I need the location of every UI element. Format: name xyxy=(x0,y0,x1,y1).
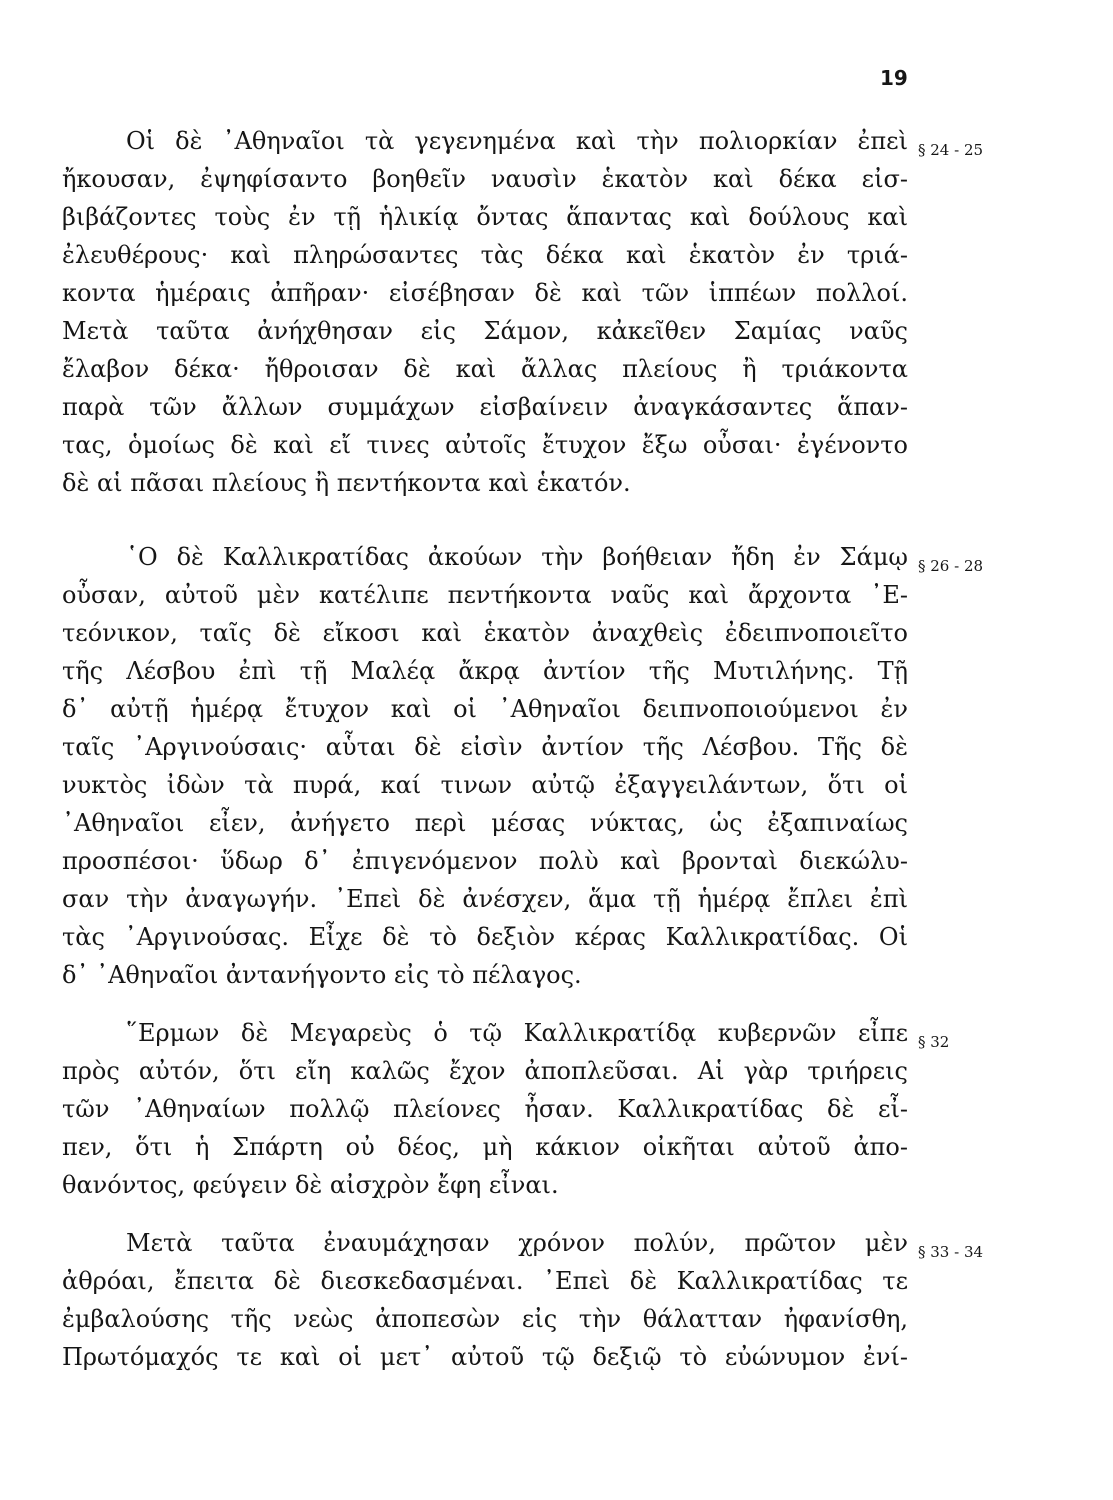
text-line: Οἱ δὲ ᾿Αθηναῖοι τὰ γεγενημένα καὶ τὴν πολιορκίαν ἐπεὶ xyxy=(126,127,908,155)
text-line: παρὰ τῶν ἄλλων συμμάχων εἰσβαίνειν ἀναγκάσαντες ἅπαν- xyxy=(62,393,908,421)
text-line: ἐμβαλούσης τῆς νεὼς ἀποπεσὼν εἰς τὴν θάλατταν ἠφανίσθη, xyxy=(62,1305,908,1333)
text-line: νυκτὸς ἰδὼν τὰ πυρά, καί τινων αὐτῷ ἐξαγγειλάντων, ὅτι οἱ xyxy=(62,771,908,799)
text-line: κοντα ἡμέραις ἀπῆραν· εἰσέβησαν δὲ καὶ τῶν ἱππέων πολλοί. xyxy=(62,279,908,307)
text-line: τεόνικον, ταῖς δὲ εἴκοσι καὶ ἑκατὸν ἀναχθεὶς ἐδειπνοποιεῖτο xyxy=(62,619,908,647)
text-line: Πρωτόμαχός τε καὶ οἱ μετ᾿ αὐτοῦ τῷ δεξιῷ τὸ εὐώνυμον ἐνί- xyxy=(62,1343,908,1371)
text-line: πρὸς αὐτόν, ὅτι εἴη καλῶς ἔχον ἀποπλεῦσαι. Αἱ γὰρ τριήρεις xyxy=(62,1057,908,1085)
section-reference: § 24 - 25 xyxy=(918,141,984,159)
text-line: δὲ αἱ πᾶσαι πλείους ἢ πεντήκοντα καὶ ἑκατόν. xyxy=(62,469,631,497)
text-line: τῶν ᾿Αθηναίων πολλῷ πλείονες ἦσαν. Καλλικρατίδας δὲ εἶ- xyxy=(62,1095,908,1123)
text-line: ᾿Αθηναῖοι εἶεν, ἀνήγετο περὶ μέσας νύκτας, ὡς ἐξαπιναίως xyxy=(62,809,908,837)
text-line: βιβάζοντες τοὺς ἐν τῇ ἡλικίᾳ ὄντας ἅπαντας καὶ δούλους καὶ xyxy=(62,203,908,231)
text-line: ῾Ο δὲ Καλλικρατίδας ἀκούων τὴν βοήθειαν ἤδη ἐν Σάμῳ xyxy=(126,543,908,571)
text-line: ταῖς ᾿Αργινούσαις· αὗται δὲ εἰσὶν ἀντίον τῆς Λέσβου. Τῆς δὲ xyxy=(62,733,908,761)
text-line: Μετὰ ταῦτα ἀνήχθησαν εἰς Σάμον, κἀκεῖθεν Σαμίας ναῦς xyxy=(62,317,908,345)
text-line: ἤκουσαν, ἐψηφίσαντο βοηθεῖν ναυσὶν ἑκατὸν καὶ δέκα εἰσ- xyxy=(62,165,908,193)
text-line: Μετὰ ταῦτα ἐναυμάχησαν χρόνον πολύν, πρῶτον μὲν xyxy=(126,1229,908,1257)
section-reference: § 33 - 34 xyxy=(918,1243,984,1261)
page-number: 19 xyxy=(880,66,908,90)
text-line: ἔλαβον δέκα· ἤθροισαν δὲ καὶ ἄλλας πλείους ἢ τριάκοντα xyxy=(62,355,908,383)
text-line: πεν, ὅτι ἡ Σπάρτη οὐ δέος, μὴ κάκιον οἰκῆται αὐτοῦ ἀπο- xyxy=(62,1133,908,1161)
text-line: δ᾿ ᾿Αθηναῖοι ἀντανήγοντο εἰς τὸ πέλαγος. xyxy=(62,961,582,989)
text-line: ἐλευθέρους· καὶ πληρώσαντες τὰς δέκα καὶ ἑκατὸν ἐν τριά- xyxy=(62,241,908,269)
text-line: ἀθρόαι, ἔπειτα δὲ διεσκεδασμέναι. ᾿Επεὶ δὲ Καλλικρατίδας τε xyxy=(62,1267,908,1295)
text-line: θανόντος, φεύγειν δὲ αἰσχρὸν ἔφη εἶναι. xyxy=(62,1171,559,1199)
section-reference: § 32 xyxy=(918,1033,950,1051)
section-reference: § 26 - 28 xyxy=(918,557,984,575)
text-line: οὖσαν, αὐτοῦ μὲν κατέλιπε πεντήκοντα ναῦς καὶ ἄρχοντα ᾿Ε- xyxy=(62,581,908,609)
text-line: τας, ὁμοίως δὲ καὶ εἴ τινες αὐτοῖς ἔτυχον ἔξω οὖσαι· ἐγένοντο xyxy=(62,431,908,459)
text-line: δ᾿ αὐτῇ ἡμέρᾳ ἔτυχον καὶ οἱ ᾿Αθηναῖοι δειπνοποιούμενοι ἐν xyxy=(62,695,908,723)
text-line: τὰς ᾿Αργινούσας. Εἶχε δὲ τὸ δεξιὸν κέρας Καλλικρατίδας. Οἱ xyxy=(62,923,908,951)
text-line: ῞Ερμων δὲ Μεγαρεὺς ὁ τῷ Καλλικρατίδᾳ κυβερνῶν εἶπε xyxy=(126,1019,908,1047)
text-line: τῆς Λέσβου ἐπὶ τῇ Μαλέᾳ ἄκρᾳ ἀντίον τῆς Μυτιλήνης. Τῇ xyxy=(62,657,908,685)
text-line: σαν τὴν ἀναγωγήν. ᾿Επεὶ δὲ ἀνέσχεν, ἅμα τῇ ἡμέρᾳ ἔπλει ἐπὶ xyxy=(62,885,908,913)
text-line: προσπέσοι· ὕδωρ δ᾿ ἐπιγενόμενον πολὺ καὶ βρονταὶ διεκώλυ- xyxy=(62,847,908,875)
